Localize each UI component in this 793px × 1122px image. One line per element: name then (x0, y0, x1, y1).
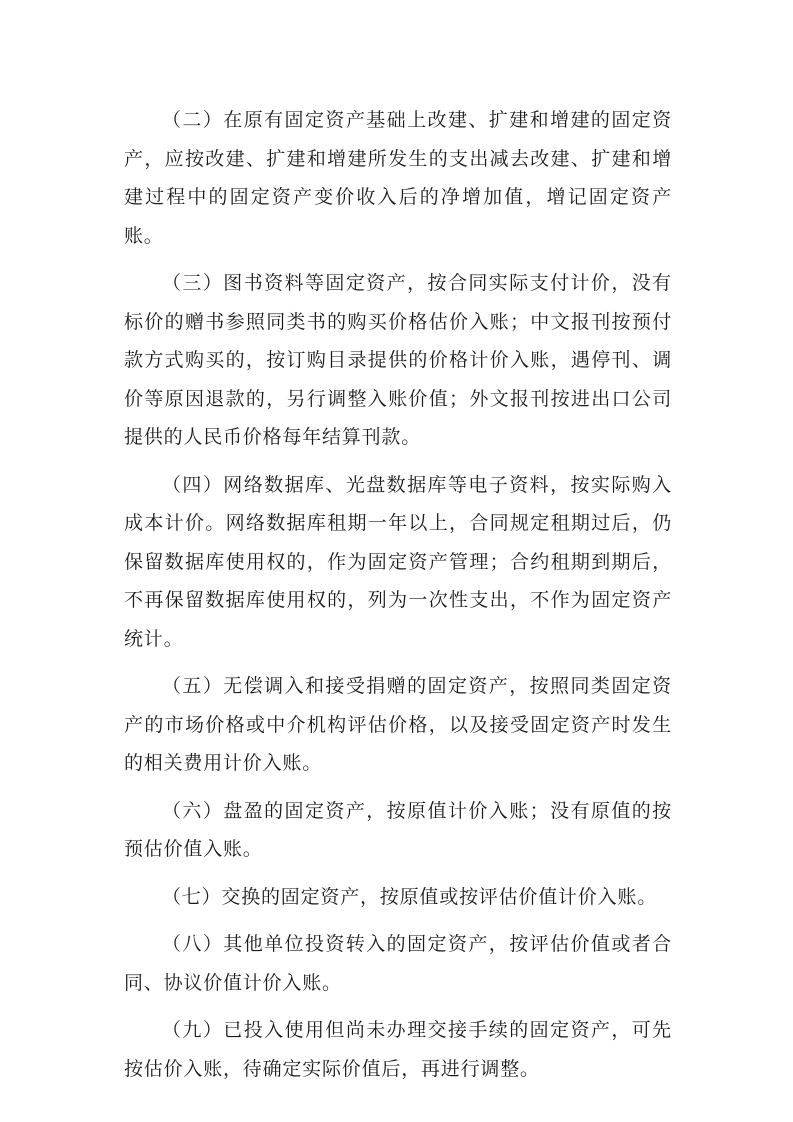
paragraph-item-9: （九）已投入使用但尚未办理交接手续的固定资产，可先按估价入账，待确定实际价值后，再进行调整。 (124, 1019, 672, 1080)
paragraph-item-4: （四）网络数据库、光盘数据库等电子资料，按实际购入成本计价。网络数据库租期一年以上，合同规定租期过后，仍保留数据库使用权的，作为固定资产管理；合约租期到期后，不再保留数据库使用权的，列为一次性支出，不作为固定资产统计。 (124, 473, 672, 650)
paragraph-item-2: （二）在原有固定资产基础上改建、扩建和增建的固定资产，应按改建、扩建和增建所发生的支出减去改建、扩建和增建过程中的固定资产变价收入后的净增加值，增记固定资产账。 (124, 109, 672, 247)
paragraph-item-7: （七）交换的固定资产，按原值或按评估价值计价入账。 (162, 885, 658, 908)
paragraph-item-5: （五）无偿调入和接受捐赠的固定资产，按照同类固定资产的市场价格或中介机构评估价格，以及接受固定资产时发生的相关费用计价入账。 (124, 675, 672, 774)
paragraph-item-8: （八）其他单位投资转入的固定资产，按评估价值或者合同、协议价值计价入账。 (124, 933, 672, 994)
document-body (124, 101, 672, 1097)
paragraph-item-3: （三）图书资料等固定资产，按合同实际支付计价，没有标价的赠书参照同类书的购买价格估价入账；中文报刊按预付款方式购买的，按订购目录提供的价格计价入账，遇停刊、调价等原因退款的，另行调整入账价值；外文报刊按进出口公司提供的人民币价格每年结算刊款。 (124, 272, 672, 448)
paragraph-item-6: （六）盘盈的固定资产，按原值计价入账；没有原值的按预估价值入账。 (124, 799, 672, 860)
